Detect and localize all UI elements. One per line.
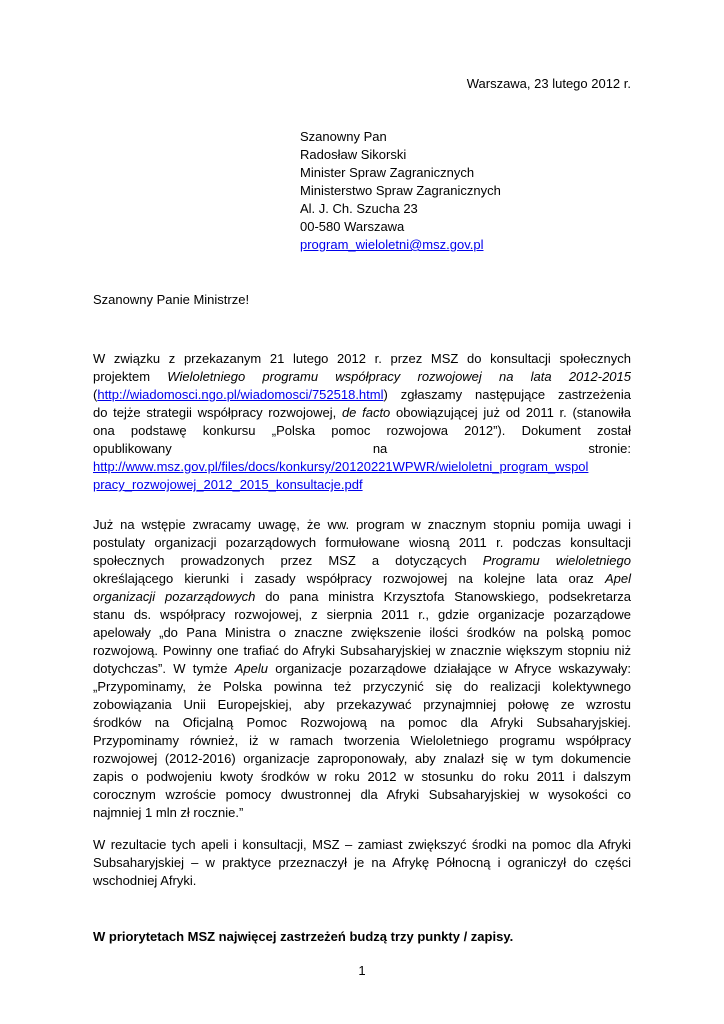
text-line: apelowały „do Pana Ministra o znaczne zwiększenie ilości środków na polską pomoc (93, 625, 631, 640)
address-line: Ministerstwo Spraw Zagranicznych (300, 183, 501, 198)
page-number: 1 (358, 963, 366, 978)
text-line: W rezultacie tych apeli i konsultacji, MSZ – zamiast zwiększyć środki na pomoc dla Afryki (93, 837, 631, 852)
text-line: do tejże strategii współpracy rozwojowej, de facto obowiązującej już od 2011 r. (stanowiła (93, 405, 631, 420)
text-line: rozwojowej (2012-2016) organizacje zaproponowały, aby znalazł się w tym dokumencie (93, 751, 631, 766)
letter-date: Warszawa, 23 lutego 2012 r. (466, 76, 631, 91)
text-line: projektem Wieloletniego programu współpracy rozwojowej na lata 2012-2015 (93, 369, 632, 384)
text-line: postulaty organizacji pozarządowych formułowane wiosną 2011 r. podczas konsultacji (93, 535, 631, 550)
msz-document-link-cont[interactable]: pracy_rozwojowej_2012_2015_konsultacje.pdf (93, 477, 363, 492)
paragraph-3 (93, 836, 631, 890)
email-link[interactable]: program_wieloletni@msz.gov.pl (300, 237, 484, 252)
text-line: określającego kierunki i zasady współpracy rozwojowej na kolejne lata oraz Apel (93, 571, 631, 586)
text-line: dotychczas”. W tymże Apelu organizacje pozarządowe działające w Afryce wskazywały: (93, 661, 631, 676)
text-line: ona podstawę konkursu „Polska pomoc rozwojowa 2012”). Dokument został (93, 423, 631, 438)
text-line: Już na wstępie zwracamy uwagę, że ww. program w znacznym stopniu pomija uwagi i (93, 517, 631, 532)
address-line: Minister Spraw Zagranicznych (300, 165, 475, 180)
text-line: wschodniej Afryki. (93, 873, 197, 888)
text-line: opublikowany na stronie: (93, 441, 631, 456)
text-line: stanu ds. współpracy rozwojowej, z sierpnia 2011 r., gdzie organizacje pozarządowe (93, 607, 631, 622)
text-line: środków na Oficjalną Pomoc Rozwojową na pomoc dla Afryki Subsaharyjskiej. (93, 715, 631, 730)
bold-heading: W priorytetach MSZ najwięcej zastrzeżeń budzą trzy punkty / zapisy. (93, 929, 514, 944)
address-line: 00-580 Warszawa (300, 219, 405, 234)
text-line: corocznym wzroście pomocy dwustronnej dla Afryki Subsaharyjskiej w wysokości co (93, 787, 631, 802)
paragraph-1 (93, 350, 631, 494)
msz-document-link[interactable]: http://www.msz.gov.pl/files/docs/konkursy/20120221WPWR/wieloletni_program_wspol (93, 459, 589, 474)
text-line: Przypominamy również, iż w ramach tworzenia Wieloletniego programu współpracy (93, 733, 631, 748)
text-line: najmniej 1 mln zł rocznie.” (93, 805, 244, 820)
text-line: (http://wiadomosci.ngo.pl/wiadomosci/752518.html) zgłaszamy następujące zastrzeżenia (93, 387, 631, 402)
text-line: rozwojową. Powinny one trafiać do Afryki Subsaharyjskiej w znacznie większym stopniu niż (93, 643, 631, 658)
italic-title: Wieloletniego programu współpracy rozwojowej na lata 2012-2015 (167, 369, 632, 384)
text-line: społecznych prowadzonych przez MSZ a dotyczących Programu wieloletniego (93, 553, 631, 568)
address-line: Al. J. Ch. Szucha 23 (300, 201, 418, 216)
text-line: W związku z przekazanym 21 lutego 2012 r. przez MSZ do konsultacji społecznych (93, 351, 631, 366)
salutation: Szanowny Panie Ministrze! (93, 292, 250, 307)
recipient-address (300, 128, 501, 254)
ngo-news-link[interactable]: http://wiadomosci.ngo.pl/wiadomosci/752518.html (97, 387, 384, 402)
text-line: organizacji pozarządowych do pana ministra Krzysztofa Stanowskiego, podsekretarza (93, 589, 632, 604)
text-line: zapis o podwojeniu kwoty środków w roku 2012 w stosunku do roku 2011 i dalszym (93, 769, 631, 784)
address-line: Radosław Sikorski (300, 147, 407, 162)
text-line: „Przypominamy, że Polska powinna też przyczynić się do realizacji kolektywnego (93, 679, 631, 694)
text-line: zobowiązania Unii Europejskiej, aby przekazywać przynajmniej połowę ze wzrostu (93, 697, 631, 712)
paragraph-2 (93, 516, 631, 822)
text-line: Subsaharyjskiej – w praktyce przeznaczył je na Afrykę Północną i ograniczył do części (93, 855, 631, 870)
address-line: Szanowny Pan (300, 129, 387, 144)
